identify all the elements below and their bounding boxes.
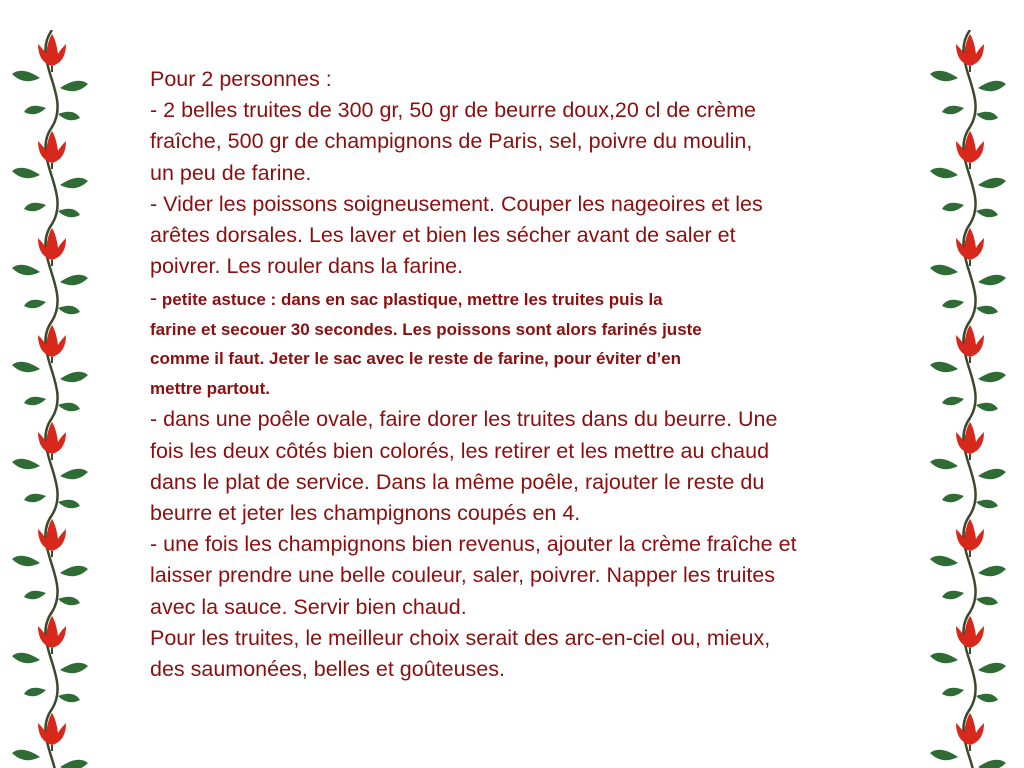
ingredients-line: un peu de farine.: [150, 160, 312, 185]
step-line: beurre et jeter les champignons coupés en 4.: [150, 501, 581, 526]
trout-note: [150, 623, 930, 685]
tulip-motif: [12, 713, 88, 768]
ingredients-paragraph: [150, 95, 930, 189]
ingredients-line: - 2 belles truites de 300 gr, 50 gr de beurre doux,20 cl de crème: [150, 98, 756, 123]
tip-line: [150, 284, 930, 315]
tulip-vine-icon: [918, 30, 1018, 768]
step-cook-fish: [150, 404, 930, 529]
step-line: - une fois les champignons bien revenus, ajouter la crème fraîche et: [150, 532, 797, 557]
step-line: - Vider les poissons soigneusement. Couper les nageoires et les: [150, 191, 763, 216]
step-line: laisser prendre une belle couleur, saler, poivrer. Napper les truites: [150, 563, 776, 588]
step-sauce: [150, 529, 930, 623]
right-tulip-border: [918, 30, 1018, 768]
step-line: dans le plat de service. Dans la même poêle, rajouter le reste du: [150, 469, 765, 494]
step-line: - dans une poêle ovale, faire dorer les truites dans du beurre. Une: [150, 407, 778, 432]
tulip-motif: [930, 713, 1006, 768]
step-clean-fish: [150, 189, 930, 283]
servings-line: Pour 2 personnes :: [150, 67, 332, 91]
step-line: poivrer. Les rouler dans la farine.: [150, 254, 464, 279]
tip-paragraph: [150, 284, 930, 403]
ingredients-line: fraîche, 500 gr de champignons de Paris, sel, poivre du moulin,: [150, 129, 753, 154]
step-line: arêtes dorsales. Les laver et bien les sécher avant de saler et: [150, 223, 736, 248]
step-line: avec la sauce. Servir bien chaud.: [150, 594, 467, 619]
note-line: Pour les truites, le meilleur choix serait des arc-en-ciel ou, mieux,: [150, 625, 771, 650]
tip-text: petite astuce : dans en sac plastique, mettre les truites puis la: [161, 290, 663, 310]
tip-line: farine et secouer 30 secondes. Les poissons sont alors farinés juste: [150, 319, 702, 339]
tulip-vine-icon: [0, 30, 100, 768]
recipe-text: [150, 64, 930, 685]
step-line: fois les deux côtés bien colorés, les retirer et les mettre au chaud: [150, 438, 770, 463]
tip-dash: -: [150, 286, 158, 311]
tip-line: mettre partout.: [150, 378, 270, 398]
note-line: des saumonées, belles et goûteuses.: [150, 657, 505, 682]
tip-line: comme il faut. Jeter le sac avec le reste de farine, pour éviter d’en: [150, 349, 682, 369]
left-tulip-border: [0, 30, 100, 768]
